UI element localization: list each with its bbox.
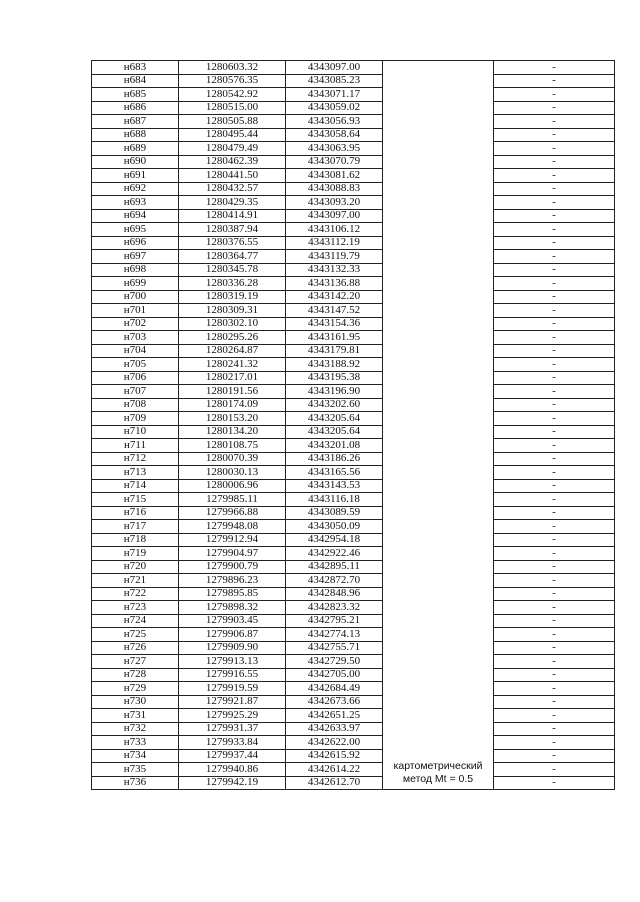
error-cell: - [494,412,615,426]
y-coordinate-cell: 4342684.49 [286,682,383,696]
error-cell: - [494,628,615,642]
error-cell: - [494,533,615,547]
error-cell: - [494,587,615,601]
y-coordinate-cell: 4343143.53 [286,479,383,493]
x-coordinate-cell: 1279906.87 [179,628,286,642]
y-coordinate-cell: 4343058.64 [286,128,383,142]
point-id-cell: н706 [92,371,179,385]
error-cell: - [494,344,615,358]
table-row [92,682,615,696]
x-coordinate-cell: 1279985.11 [179,493,286,507]
error-cell: - [494,520,615,534]
x-coordinate-cell: 1280542.92 [179,88,286,102]
table-row [92,290,615,304]
x-coordinate-cell: 1280387.94 [179,223,286,237]
method-text [383,760,493,789]
table-row [92,317,615,331]
y-coordinate-cell: 4342705.00 [286,668,383,682]
y-coordinate-cell: 4343161.95 [286,331,383,345]
table-row [92,479,615,493]
point-id-cell: н685 [92,88,179,102]
table-row [92,74,615,88]
y-coordinate-cell: 4343050.09 [286,520,383,534]
y-coordinate-cell: 4343089.59 [286,506,383,520]
point-id-cell: н726 [92,641,179,655]
y-coordinate-cell: 4343165.56 [286,466,383,480]
point-id-cell: н722 [92,587,179,601]
x-coordinate-cell: 1279913.13 [179,655,286,669]
y-coordinate-cell: 4343188.92 [286,358,383,372]
y-coordinate-cell: 4343201.08 [286,439,383,453]
y-coordinate-cell: 4343085.23 [286,74,383,88]
x-coordinate-cell: 1280309.31 [179,304,286,318]
error-cell: - [494,452,615,466]
y-coordinate-cell: 4343088.83 [286,182,383,196]
x-coordinate-cell: 1280462.39 [179,155,286,169]
y-coordinate-cell: 4342954.18 [286,533,383,547]
error-cell: - [494,209,615,223]
x-coordinate-cell: 1279948.08 [179,520,286,534]
table-row [92,142,615,156]
y-coordinate-cell: 4342612.70 [286,776,383,790]
y-coordinate-cell: 4343186.26 [286,452,383,466]
error-cell: - [494,74,615,88]
point-id-cell: н704 [92,344,179,358]
error-cell: - [494,763,615,777]
y-coordinate-cell: 4342774.13 [286,628,383,642]
y-coordinate-cell: 4342633.97 [286,722,383,736]
table-row [92,358,615,372]
y-coordinate-cell: 4343070.79 [286,155,383,169]
error-cell: - [494,88,615,102]
error-cell: - [494,614,615,628]
point-id-cell: н721 [92,574,179,588]
error-cell: - [494,142,615,156]
method-name: картометрический [393,760,483,772]
error-cell: - [494,196,615,210]
table-row [92,209,615,223]
x-coordinate-cell: 1280070.39 [179,452,286,466]
x-coordinate-cell: 1279933.84 [179,736,286,750]
point-id-cell: н720 [92,560,179,574]
y-coordinate-cell: 4343196.90 [286,385,383,399]
x-coordinate-cell: 1280345.78 [179,263,286,277]
point-id-cell: н734 [92,749,179,763]
x-coordinate-cell: 1279966.88 [179,506,286,520]
y-coordinate-cell: 4342755.71 [286,641,383,655]
error-cell: - [494,115,615,129]
table-row [92,506,615,520]
y-coordinate-cell: 4343132.33 [286,263,383,277]
table-row [92,493,615,507]
table-row [92,236,615,250]
point-id-cell: н733 [92,736,179,750]
table-row [92,520,615,534]
error-cell: - [494,277,615,291]
table-row [92,304,615,318]
table-row [92,196,615,210]
table-row [92,533,615,547]
method-accuracy: метод Mt = 0.5 [402,773,474,785]
point-id-cell: н727 [92,655,179,669]
x-coordinate-cell: 1280376.55 [179,236,286,250]
y-coordinate-cell: 4343205.64 [286,412,383,426]
table-row [92,749,615,763]
x-coordinate-cell: 1279909.90 [179,641,286,655]
table-row [92,169,615,183]
point-id-cell: н684 [92,74,179,88]
error-cell: - [494,236,615,250]
x-coordinate-cell: 1279900.79 [179,560,286,574]
y-coordinate-cell: 4343063.95 [286,142,383,156]
error-cell: - [494,425,615,439]
x-coordinate-cell: 1280576.35 [179,74,286,88]
table-row [92,587,615,601]
x-coordinate-cell: 1279942.19 [179,776,286,790]
point-id-cell: н702 [92,317,179,331]
x-coordinate-cell: 1279940.86 [179,763,286,777]
y-coordinate-cell: 4343179.81 [286,344,383,358]
table-row [92,614,615,628]
table-row [92,641,615,655]
error-cell: - [494,439,615,453]
error-cell: - [494,358,615,372]
y-coordinate-cell: 4342729.50 [286,655,383,669]
error-cell: - [494,722,615,736]
point-id-cell: н687 [92,115,179,129]
y-coordinate-cell: 4343119.79 [286,250,383,264]
coordinates-table-body [92,61,615,790]
point-id-cell: н689 [92,142,179,156]
table-row [92,439,615,453]
error-cell: - [494,371,615,385]
table-row [92,722,615,736]
error-cell: - [494,736,615,750]
table-row [92,398,615,412]
coordinates-table [91,60,615,790]
table-row [92,223,615,237]
x-coordinate-cell: 1280108.75 [179,439,286,453]
point-id-cell: н723 [92,601,179,615]
x-coordinate-cell: 1279898.32 [179,601,286,615]
y-coordinate-cell: 4343136.88 [286,277,383,291]
method-cell [383,61,494,790]
x-coordinate-cell: 1280241.32 [179,358,286,372]
error-cell: - [494,776,615,790]
point-id-cell: н699 [92,277,179,291]
table-row [92,776,615,790]
error-cell: - [494,641,615,655]
table-row [92,547,615,561]
x-coordinate-cell: 1280302.10 [179,317,286,331]
x-coordinate-cell: 1280030.13 [179,466,286,480]
table-row [92,695,615,709]
x-coordinate-cell: 1279916.55 [179,668,286,682]
x-coordinate-cell: 1279896.23 [179,574,286,588]
error-cell: - [494,290,615,304]
point-id-cell: н695 [92,223,179,237]
table-row [92,574,615,588]
y-coordinate-cell: 4342673.66 [286,695,383,709]
point-id-cell: н736 [92,776,179,790]
point-id-cell: н724 [92,614,179,628]
point-id-cell: н691 [92,169,179,183]
point-id-cell: н696 [92,236,179,250]
y-coordinate-cell: 4343097.00 [286,209,383,223]
x-coordinate-cell: 1279912.94 [179,533,286,547]
x-coordinate-cell: 1280515.00 [179,101,286,115]
y-coordinate-cell: 4343202.60 [286,398,383,412]
point-id-cell: н698 [92,263,179,277]
table-row [92,736,615,750]
point-id-cell: н712 [92,452,179,466]
table-row [92,101,615,115]
x-coordinate-cell: 1280479.49 [179,142,286,156]
point-id-cell: н732 [92,722,179,736]
point-id-cell: н690 [92,155,179,169]
table-row [92,385,615,399]
x-coordinate-cell: 1280495.44 [179,128,286,142]
error-cell: - [494,749,615,763]
y-coordinate-cell: 4342848.96 [286,587,383,601]
error-cell: - [494,695,615,709]
x-coordinate-cell: 1279903.45 [179,614,286,628]
error-cell: - [494,466,615,480]
error-cell: - [494,479,615,493]
point-id-cell: н735 [92,763,179,777]
x-coordinate-cell: 1280295.26 [179,331,286,345]
y-coordinate-cell: 4343142.20 [286,290,383,304]
point-id-cell: н701 [92,304,179,318]
point-id-cell: н716 [92,506,179,520]
x-coordinate-cell: 1280364.77 [179,250,286,264]
x-coordinate-cell: 1280429.35 [179,196,286,210]
point-id-cell: н693 [92,196,179,210]
table-row [92,425,615,439]
x-coordinate-cell: 1279895.85 [179,587,286,601]
x-coordinate-cell: 1280441.50 [179,169,286,183]
table-row [92,331,615,345]
error-cell: - [494,493,615,507]
table-row [92,250,615,264]
y-coordinate-cell: 4343081.62 [286,169,383,183]
error-cell: - [494,506,615,520]
error-cell: - [494,223,615,237]
table-row [92,412,615,426]
point-id-cell: н711 [92,439,179,453]
x-coordinate-cell: 1280414.91 [179,209,286,223]
x-coordinate-cell: 1280264.87 [179,344,286,358]
point-id-cell: н683 [92,61,179,75]
x-coordinate-cell: 1280505.88 [179,115,286,129]
y-coordinate-cell: 4342823.32 [286,601,383,615]
point-id-cell: н729 [92,682,179,696]
point-id-cell: н703 [92,331,179,345]
y-coordinate-cell: 4343059.02 [286,101,383,115]
y-coordinate-cell: 4342622.00 [286,736,383,750]
point-id-cell: н694 [92,209,179,223]
point-id-cell: н731 [92,709,179,723]
y-coordinate-cell: 4343097.00 [286,61,383,75]
error-cell: - [494,668,615,682]
point-id-cell: н705 [92,358,179,372]
y-coordinate-cell: 4342651.25 [286,709,383,723]
error-cell: - [494,155,615,169]
error-cell: - [494,61,615,75]
table-row [92,668,615,682]
table-row [92,128,615,142]
error-cell: - [494,601,615,615]
table-row [92,88,615,102]
y-coordinate-cell: 4343205.64 [286,425,383,439]
point-id-cell: н686 [92,101,179,115]
error-cell: - [494,263,615,277]
y-coordinate-cell: 4342895.11 [286,560,383,574]
x-coordinate-cell: 1279931.37 [179,722,286,736]
table-row [92,115,615,129]
error-cell: - [494,385,615,399]
y-coordinate-cell: 4343154.36 [286,317,383,331]
error-cell: - [494,182,615,196]
point-id-cell: н709 [92,412,179,426]
x-coordinate-cell: 1279937.44 [179,749,286,763]
point-id-cell: н700 [92,290,179,304]
error-cell: - [494,547,615,561]
table-row [92,371,615,385]
y-coordinate-cell: 4343112.19 [286,236,383,250]
point-id-cell: н708 [92,398,179,412]
error-cell: - [494,655,615,669]
table-row [92,601,615,615]
y-coordinate-cell: 4342795.21 [286,614,383,628]
x-coordinate-cell: 1280191.56 [179,385,286,399]
table-row [92,709,615,723]
x-coordinate-cell: 1279904.97 [179,547,286,561]
error-cell: - [494,169,615,183]
table-row [92,466,615,480]
table-row [92,61,615,75]
point-id-cell: н688 [92,128,179,142]
x-coordinate-cell: 1280432.57 [179,182,286,196]
point-id-cell: н719 [92,547,179,561]
error-cell: - [494,331,615,345]
table-row [92,763,615,777]
point-id-cell: н692 [92,182,179,196]
table-row [92,560,615,574]
table-row [92,628,615,642]
error-cell: - [494,101,615,115]
table-row [92,655,615,669]
table-row [92,277,615,291]
error-cell: - [494,250,615,264]
x-coordinate-cell: 1280134.20 [179,425,286,439]
table-row [92,452,615,466]
x-coordinate-cell: 1280603.32 [179,61,286,75]
error-cell: - [494,304,615,318]
point-id-cell: н697 [92,250,179,264]
y-coordinate-cell: 4343195.38 [286,371,383,385]
error-cell: - [494,128,615,142]
x-coordinate-cell: 1280336.28 [179,277,286,291]
y-coordinate-cell: 4342922.46 [286,547,383,561]
x-coordinate-cell: 1279921.87 [179,695,286,709]
table-row [92,344,615,358]
point-id-cell: н718 [92,533,179,547]
x-coordinate-cell: 1279925.29 [179,709,286,723]
point-id-cell: н707 [92,385,179,399]
y-coordinate-cell: 4342614.22 [286,763,383,777]
x-coordinate-cell: 1280174.09 [179,398,286,412]
y-coordinate-cell: 4343056.93 [286,115,383,129]
point-id-cell: н715 [92,493,179,507]
y-coordinate-cell: 4342615.92 [286,749,383,763]
error-cell: - [494,574,615,588]
table-row [92,263,615,277]
error-cell: - [494,682,615,696]
error-cell: - [494,560,615,574]
point-id-cell: н725 [92,628,179,642]
error-cell: - [494,398,615,412]
y-coordinate-cell: 4342872.70 [286,574,383,588]
y-coordinate-cell: 4343071.17 [286,88,383,102]
error-cell: - [494,709,615,723]
point-id-cell: н710 [92,425,179,439]
table-row [92,182,615,196]
y-coordinate-cell: 4343147.52 [286,304,383,318]
error-cell: - [494,317,615,331]
y-coordinate-cell: 4343093.20 [286,196,383,210]
x-coordinate-cell: 1280153.20 [179,412,286,426]
point-id-cell: н713 [92,466,179,480]
x-coordinate-cell: 1280217.01 [179,371,286,385]
x-coordinate-cell: 1280319.19 [179,290,286,304]
table-row [92,155,615,169]
point-id-cell: н728 [92,668,179,682]
point-id-cell: н717 [92,520,179,534]
y-coordinate-cell: 4343106.12 [286,223,383,237]
x-coordinate-cell: 1280006.96 [179,479,286,493]
x-coordinate-cell: 1279919.59 [179,682,286,696]
y-coordinate-cell: 4343116.18 [286,493,383,507]
point-id-cell: н714 [92,479,179,493]
point-id-cell: н730 [92,695,179,709]
